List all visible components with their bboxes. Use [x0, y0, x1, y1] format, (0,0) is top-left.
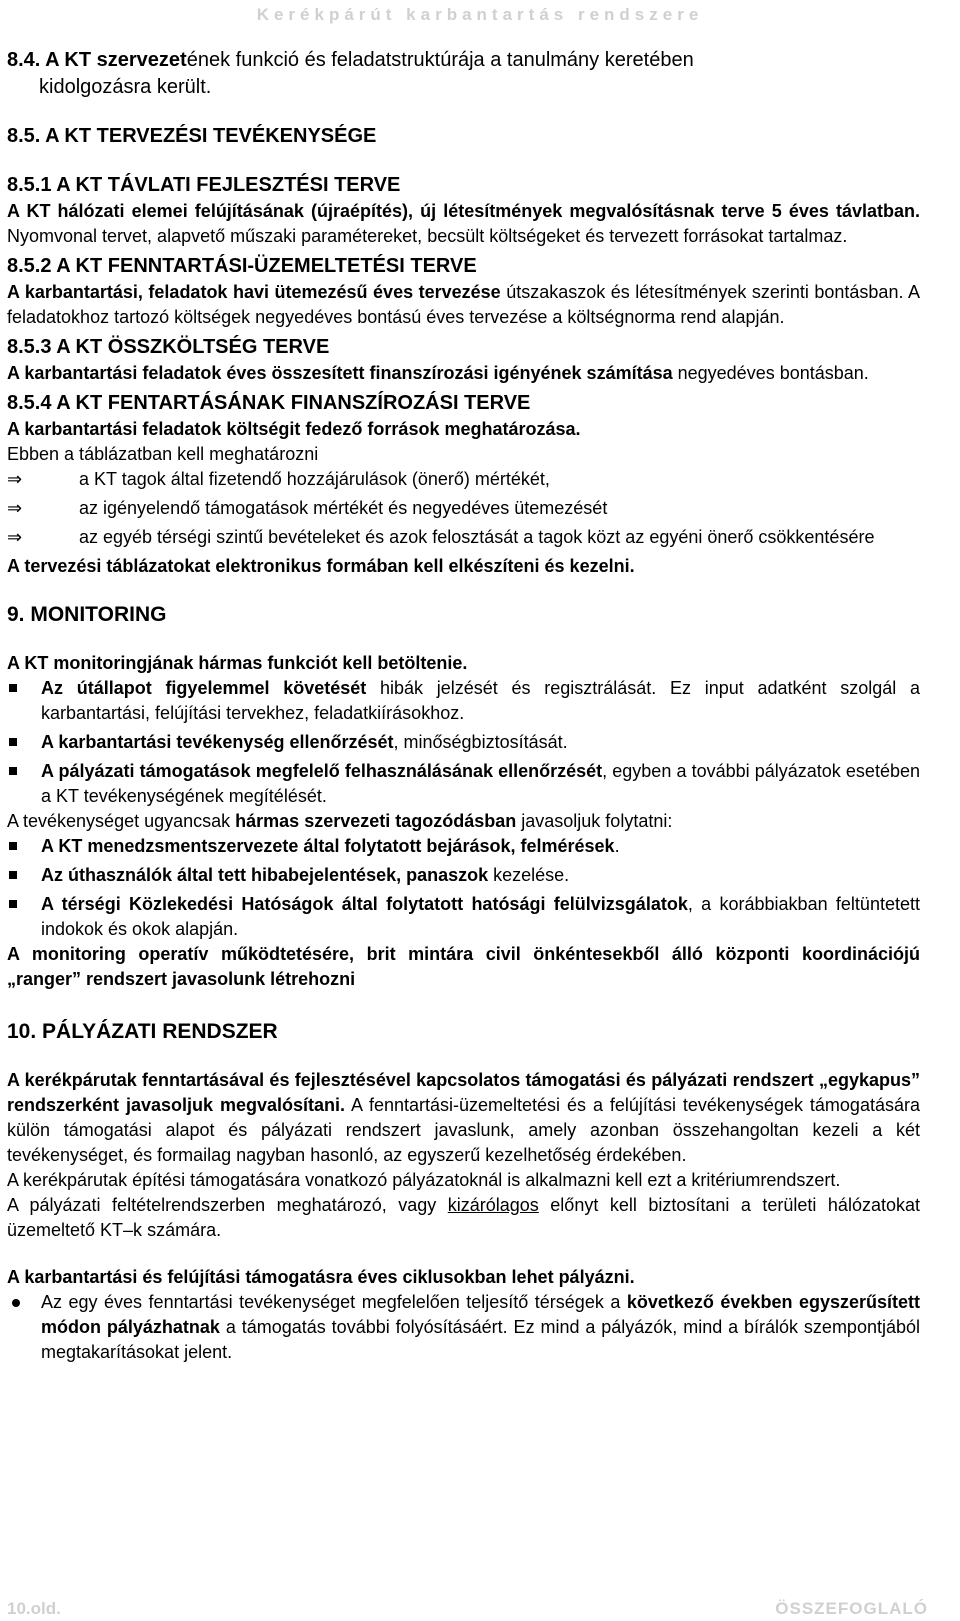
mid-text-c: javasoljuk folytatni:: [516, 811, 673, 831]
p3-underlined: kizárólagos: [447, 1195, 539, 1215]
section-8-5-4-intro: Ebben a táblázatban kell meghatározni: [7, 444, 319, 464]
list-item: [7, 467, 920, 492]
double-arrow-right-icon: ⇒: [7, 527, 23, 547]
bullet-bold: Az úthasználók által tett hibabejelentések, panaszok: [41, 865, 489, 885]
list-item: [7, 730, 920, 755]
bullet-bold: A térségi Közlekedési Hatóságok által folytatott hatósági felülvizsgálatok: [41, 894, 688, 914]
double-arrow-right-icon: ⇒: [7, 498, 23, 518]
mid-text-bold: hármas szervezeti tagozódásban: [235, 811, 517, 831]
section-8-5-2-text: [7, 280, 920, 330]
d1-bold: következő években egyszerűsített módon pályázhatnak: [41, 1292, 920, 1337]
p3-b: előnyt kell biztosítani a területi hálózatokat üzemeltető KT–k számára.: [7, 1195, 920, 1240]
section-8-5-4-bold: A karbantartási feladatok költségit fedező források meghatározása.: [7, 419, 581, 439]
square-bullet-icon: [7, 676, 41, 701]
section-8-5-1-rest: Nyomvonal tervet, alapvető műszaki paramétereket, becsült költségeket és tervezett forrásokat tartalmaz.: [7, 226, 848, 246]
section-8-5-3-bold: A karbantartási feladatok éves összesített finanszírozási igényének számítása: [7, 363, 673, 383]
bullet-bold: A pályázati támogatások megfelelő felhasználásának ellenőrzését: [41, 761, 603, 781]
d1-c: a támogatás további folyósításáért. Ez mind a pályázók, mind a bírálók szempontjából megtakarításokat jelent.: [41, 1317, 921, 1362]
section-8-4-line1: 8.4. A KT szervezet: [7, 49, 187, 71]
section-8-5-3-text: [7, 361, 920, 386]
square-bullet-icon: [7, 834, 41, 859]
list-item-text: az igényelendő támogatások mértékét és negyedéves ütemezését: [79, 498, 608, 518]
section-8-5-1-text: [7, 199, 920, 249]
square-bullet-icon: [7, 892, 41, 917]
section-8-5-3-rest: negyedéves bontásban.: [672, 363, 869, 383]
square-bullet-icon: [7, 730, 41, 755]
section-8-5-1-bold: A KT hálózati elemei felújításának (újraépítés), új létesítmények megvalósításnak terve 5 éves távlatban.: [7, 201, 920, 221]
list-item-text: a KT tagok által fizetendő hozzájárulások (önerő) mértékét,: [79, 469, 550, 489]
bullet-rest: , minőségbiztosítását.: [393, 732, 568, 752]
section-8-5-4-closing: A tervezési táblázatokat elektronikus formában kell elkészíteni és kezelni.: [7, 556, 635, 576]
bullet-bold: Az útállapot figyelemmel követését: [41, 678, 367, 698]
list-item: [7, 496, 920, 521]
section-9-lead: A KT monitoringjának hármas funkciót kell betöltenie.: [7, 653, 468, 673]
footer-section-label: ÖSSZEFOGLALÓ: [775, 1599, 928, 1618]
section-9-mid: [7, 809, 920, 834]
list-item: [7, 863, 920, 888]
list-item: [7, 834, 920, 859]
double-arrow-right-icon: ⇒: [7, 469, 23, 489]
section-8-5-2-rest: útszakaszok és létesítmények szerinti bontásban.: [500, 282, 904, 302]
section-10-p2: A kerékpárutak építési támogatására vonatkozó pályázatoknál is alkalmazni kell ezt a kritériumrendszert.: [7, 1170, 841, 1190]
bullet-rest: , a korábbiakban feltüntetett indokok és okok alapján.: [41, 894, 920, 939]
p1-rest: A fenntartási-üzemeltetési és a felújítási tevékenységek támogatására külön támogatási alapot és pályázati rendszert javaslunk, amely azonban összehangoltan kezeli a két tevékenységet, és formailag nagyban hasonló, az egyszerű kezelhetőség érdekében.: [7, 1095, 920, 1165]
section-10-p1: [7, 1068, 920, 1168]
section-10-p3: [7, 1193, 920, 1243]
round-bullet-icon: [7, 1290, 41, 1315]
bullet-rest: kezelése.: [488, 865, 570, 885]
square-bullet-icon: [7, 863, 41, 888]
list-item: [7, 525, 920, 550]
list-item-text: az egyéb térségi szintű bevételeket és azok felosztását a tagok közt az egyéni önerő csökkentésére: [79, 527, 875, 547]
section-8-5-2-heading: 8.5.2 A KT FENNTARTÁSI-ÜZEMELTETÉSI TERVE: [7, 255, 477, 277]
document-body: [7, 47, 920, 1365]
bullet-rest: , egyben a további pályázatok esetében a KT tevékenységének megítélését.: [41, 761, 920, 806]
list-item: [7, 676, 920, 726]
mid-text-a: A tevékenységet ugyancsak: [7, 811, 236, 831]
section-9-closing: A monitoring operatív működtetésére, brit mintára civil önkéntesekből álló központi koordinációjú „ranger” rendszert javasolunk létrehozni: [7, 944, 920, 989]
bullet-bold: A karbantartási tevékenység ellenőrzését: [41, 732, 394, 752]
bullet-rest: hibák jelzését és regisztrálását. Ez input adatként szolgál a karbantartási, felújítási tervekhez, feladatkiírásokhoz.: [41, 678, 921, 723]
bullet-rest: .: [614, 836, 620, 856]
section-8-5-2-rest2: A feladatokhoz tartozó költségek negyedéves bontású éves tervezése a költségnorma rend alapján.: [7, 282, 920, 327]
list-item: [7, 759, 920, 809]
page-number: 10.old.: [7, 1599, 61, 1618]
section-9-heading: 9. MONITORING: [7, 603, 167, 626]
section-8-5-4-heading: 8.5.4 A KT FENTARTÁSÁNAK FINANSZÍROZÁSI TERVE: [7, 392, 531, 414]
bullet-bold: A KT menedzsmentszervezete által folytatott bejárások, felmérések: [41, 836, 615, 856]
section-8-5-heading: 8.5. A KT TERVEZÉSI TEVÉKENYSÉGE: [7, 125, 377, 147]
section-8-4-line2: kidolgozásra került.: [39, 76, 212, 98]
section-10-heading: 10. PÁLYÁZATI RENDSZER: [7, 1020, 278, 1043]
p1-bold: A kerékpárutak fenntartásával és fejlesztésével kapcsolatos támogatási és pályázati rendszert „egykapus” rendszerként javasoljuk megvalósítani.: [7, 1070, 920, 1115]
square-bullet-icon: [7, 759, 41, 784]
section-10-p4: A karbantartási és felújítási támogatásra éves ciklusokban lehet pályázni.: [7, 1267, 635, 1287]
d1-a: Az egy éves fenntartási tevékenységet megfelelően teljesítő térségek a: [41, 1292, 627, 1312]
section-8-4-heading: [7, 47, 920, 74]
running-header: Kerékpárút karbantartás rendszere: [256, 5, 704, 24]
section-8-5-3-heading: 8.5.3 A KT ÖSSZKÖLTSÉG TERVE: [7, 336, 330, 358]
list-item: [7, 1290, 920, 1365]
section-8-4-line1-rest: ének funkció és feladatstruktúrája a tanulmány keretében: [186, 49, 694, 71]
list-item: [7, 892, 920, 942]
p3-a: A pályázati feltételrendszerben meghatározó, vagy: [7, 1195, 448, 1215]
section-8-5-1-heading: 8.5.1 A KT TÁVLATI FEJLESZTÉSI TERVE: [7, 174, 401, 196]
section-8-5-2-bold: A karbantartási, feladatok havi ütemezésű éves tervezése: [7, 282, 501, 302]
